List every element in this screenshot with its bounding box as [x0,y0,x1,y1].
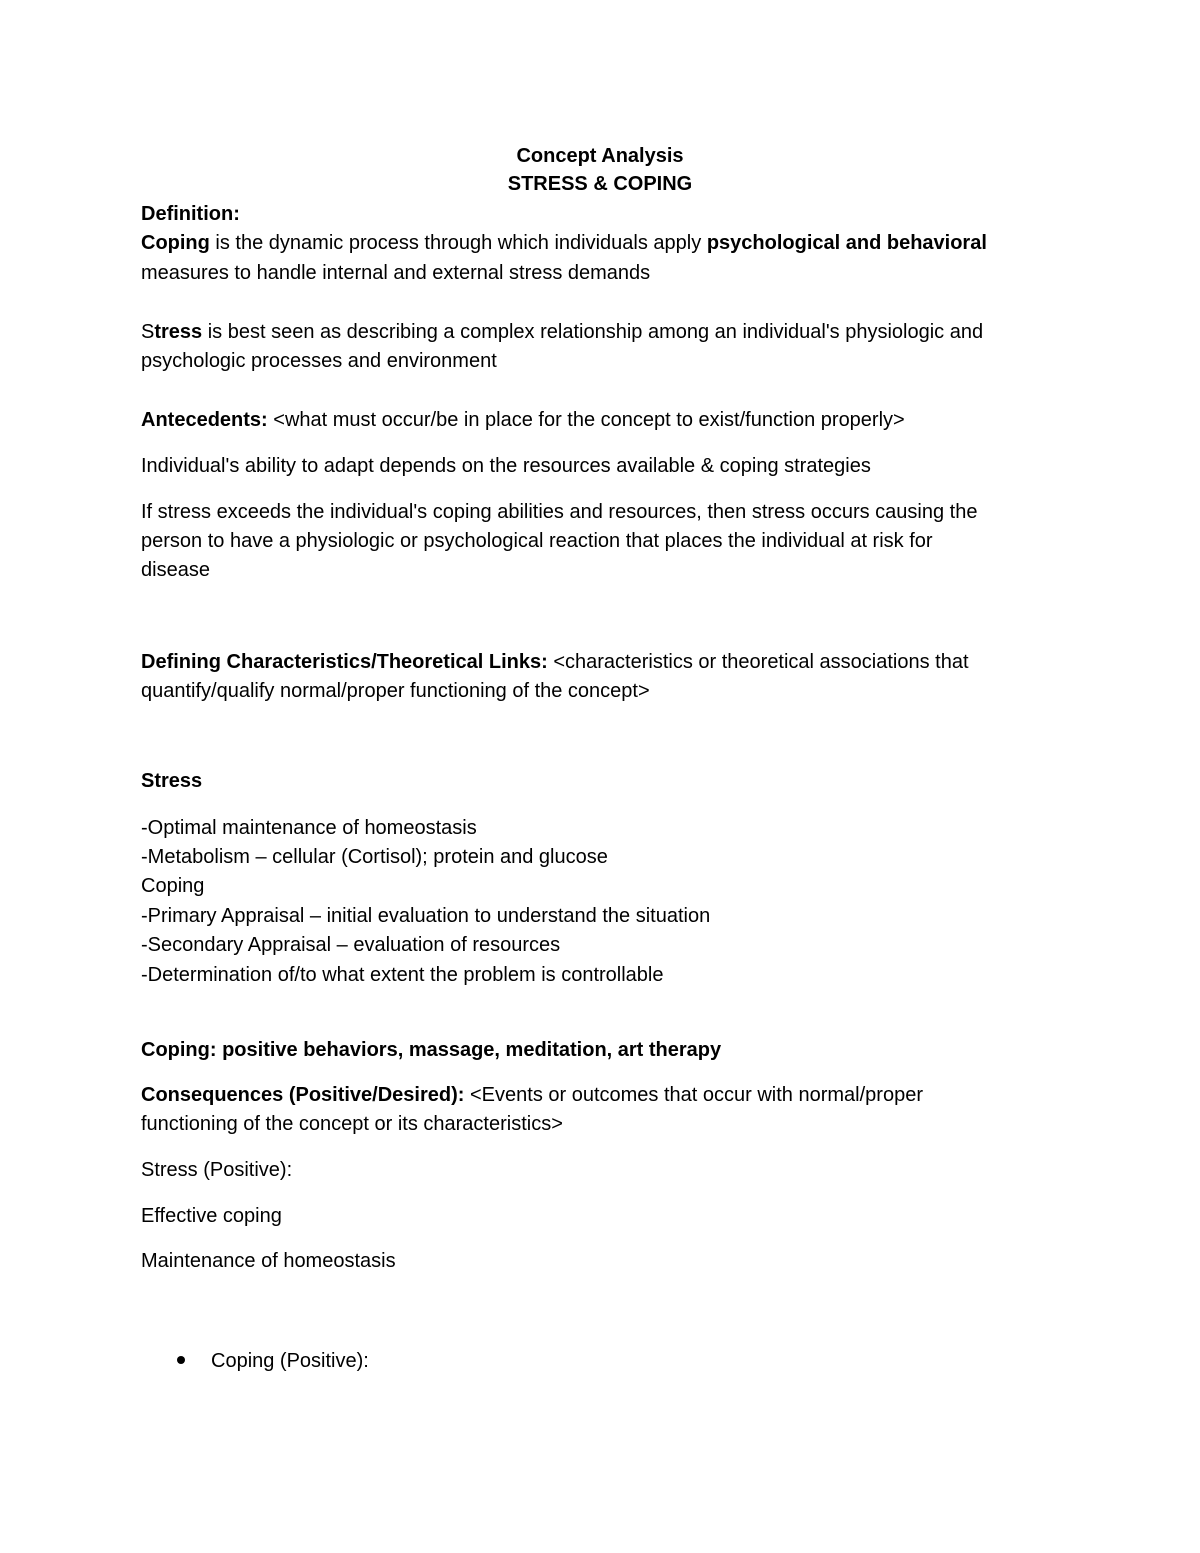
coping-item: -Secondary Appraisal – evaluation of resources [141,934,561,956]
document-title: Concept Analysis [516,145,684,167]
coping-definition-text: is the dynamic process through which individuals apply [209,232,707,254]
antecedents-line [141,410,905,430]
coping-definition-line-1 [141,233,987,253]
antecedents-hint: <what must occur/be in place for the concept to exist/function properly> [267,409,905,431]
coping-definition-bold: psychological and behavioral [706,232,987,254]
coping-positive-bullet-item: Coping (Positive): [211,1350,369,1372]
coping-term: Coping [141,232,210,254]
coping-behaviors-line: Coping: positive behaviors, massage, meditation, art therapy [141,1039,722,1061]
antecedents-heading: Antecedents: [141,409,268,431]
stress-positive-label: Stress (Positive): [141,1159,293,1181]
stress-definition-line-2: psychologic processes and environment [141,350,497,372]
stress-definition-text: is best seen as describing a complex relationship among an individual's physiologic and [202,321,984,343]
defining-characteristics-line-2: quantify/qualify normal/proper functioning of the concept> [141,680,650,702]
stress-heading: Stress [141,770,203,792]
antecedent-item-2-line-2: person to have a physiologic or psychological reaction that places the individual at risk for [141,530,933,552]
stress-term: tress [154,321,203,343]
bullet-icon [177,1356,185,1364]
consequences-line-1 [141,1085,923,1105]
defining-characteristics-heading: Defining Characteristics/Theoretical Links: [141,651,548,673]
coping-definition-line-2: measures to handle internal and external stress demands [141,262,651,284]
effective-coping-item: Effective coping [141,1205,282,1227]
maintenance-homeostasis-item: Maintenance of homeostasis [141,1250,396,1272]
defining-characteristics-line-1 [141,652,969,672]
stress-item: -Metabolism – cellular (Cortisol); protein and glucose [141,846,608,868]
document-subtitle: STRESS & COPING [507,173,693,195]
stress-term-initial: S [141,321,155,343]
consequences-line-2: functioning of the concept or its characteristics> [141,1113,563,1135]
defining-characteristics-hint: <characteristics or theoretical associations that [547,651,969,673]
consequences-hint: <Events or outcomes that occur with normal/proper [464,1084,923,1106]
stress-item: -Optimal maintenance of homeostasis [141,817,477,839]
coping-item: -Primary Appraisal – initial evaluation to understand the situation [141,905,711,927]
antecedent-item-1: Individual's ability to adapt depends on the resources available & coping strategies [141,455,871,477]
antecedent-item-2-line-3: disease [141,559,210,581]
definition-heading: Definition: [141,203,240,225]
consequences-heading: Consequences (Positive/Desired): [141,1084,465,1106]
stress-definition-line-1 [141,322,983,342]
coping-subheading: Coping [141,875,205,897]
antecedent-item-2-line-1: If stress exceeds the individual's coping abilities and resources, then stress occurs causing the [141,501,978,523]
coping-item: -Determination of/to what extent the problem is controllable [141,964,664,986]
